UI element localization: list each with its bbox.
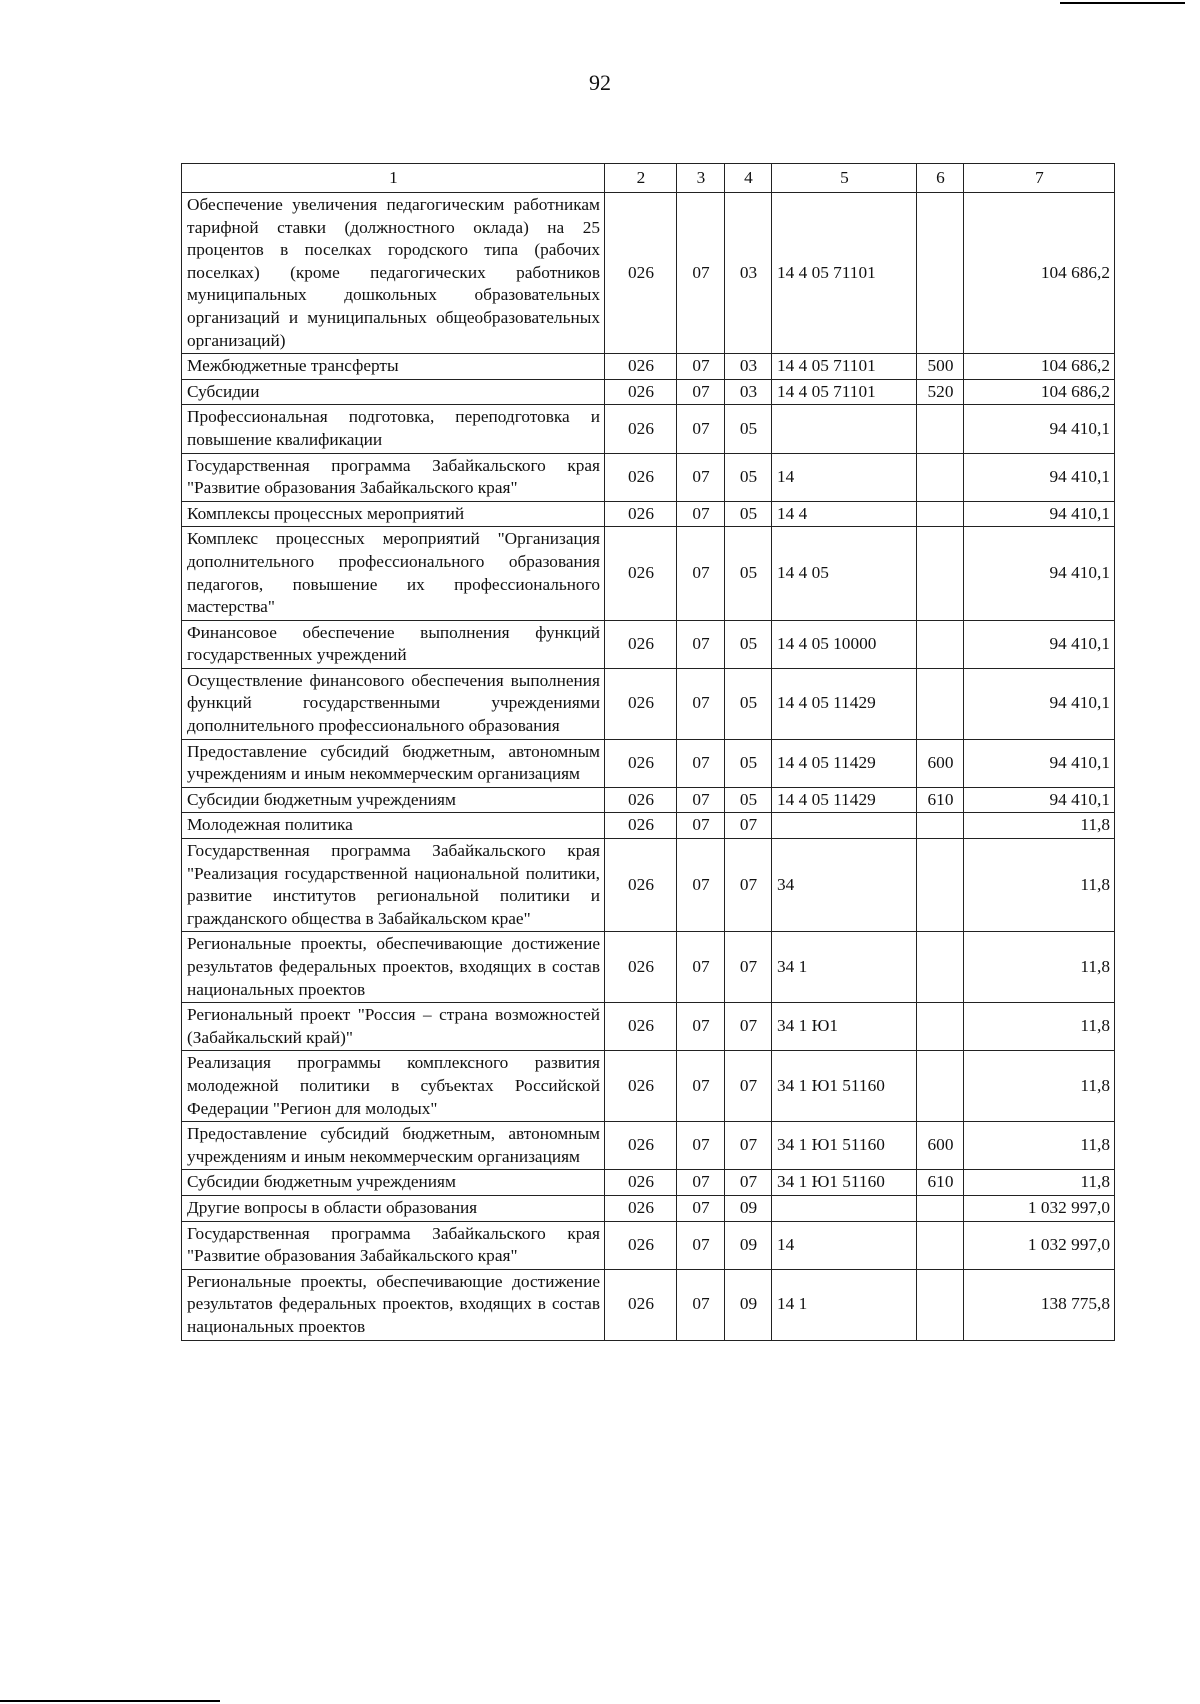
row-name-cell: Молодежная политика (182, 813, 605, 839)
subsection-code-cell: 05 (725, 739, 772, 787)
table-row (182, 453, 1115, 501)
table-row (182, 839, 1115, 932)
table-row (182, 620, 1115, 668)
target-article-cell: 14 4 05 11429 (772, 787, 917, 813)
expense-type-cell (917, 501, 964, 527)
ministry-code-cell: 026 (605, 668, 677, 739)
table-row (182, 1003, 1115, 1051)
target-article-cell: 34 1 Ю1 (772, 1003, 917, 1051)
subsection-code-cell: 09 (725, 1269, 772, 1340)
ministry-code-cell: 026 (605, 193, 677, 354)
ministry-code-cell: 026 (605, 839, 677, 932)
row-name-cell: Другие вопросы в области образования (182, 1195, 605, 1221)
column-header: 1 (182, 164, 605, 193)
section-code-cell: 07 (677, 379, 725, 405)
subsection-code-cell: 05 (725, 787, 772, 813)
amount-cell: 104 686,2 (964, 379, 1115, 405)
section-code-cell: 07 (677, 527, 725, 620)
section-code-cell: 07 (677, 193, 725, 354)
expense-type-cell (917, 1195, 964, 1221)
table-row (182, 1269, 1115, 1340)
section-code-cell: 07 (677, 839, 725, 932)
column-header: 7 (964, 164, 1115, 193)
subsection-code-cell: 07 (725, 1051, 772, 1122)
amount-cell: 138 775,8 (964, 1269, 1115, 1340)
target-article-cell (772, 813, 917, 839)
section-code-cell: 07 (677, 787, 725, 813)
table-row (182, 527, 1115, 620)
table-row (182, 501, 1115, 527)
expense-type-cell (917, 1269, 964, 1340)
row-name-cell: Государственная программа Забайкальского края "Реализация государственной национальной политики, развитие институтов региональной политики и гражданского общества в Забайкальском крае" (182, 839, 605, 932)
subsection-code-cell: 09 (725, 1221, 772, 1269)
header-row (182, 164, 1115, 193)
row-name-cell: Обеспечение увеличения педагогическим работникам тарифной ставки (должностного оклада) на 25 процентов в поселках городского типа (рабочих поселках) (кроме педагогических работников муниципальных дошкольных образовательных организаций и муниципальных общеобразовательных организаций) (182, 193, 605, 354)
expense-type-cell: 500 (917, 354, 964, 380)
amount-cell: 94 410,1 (964, 668, 1115, 739)
ministry-code-cell: 026 (605, 1170, 677, 1196)
section-code-cell: 07 (677, 453, 725, 501)
section-code-cell: 07 (677, 1003, 725, 1051)
row-name-cell: Субсидии (182, 379, 605, 405)
subsection-code-cell: 03 (725, 354, 772, 380)
amount-cell: 94 410,1 (964, 501, 1115, 527)
ministry-code-cell: 026 (605, 787, 677, 813)
table-row (182, 193, 1115, 354)
expense-type-cell: 610 (917, 787, 964, 813)
target-article-cell: 34 (772, 839, 917, 932)
table-row (182, 379, 1115, 405)
section-code-cell: 07 (677, 354, 725, 380)
amount-cell: 104 686,2 (964, 193, 1115, 354)
expense-type-cell (917, 527, 964, 620)
target-article-cell: 14 (772, 453, 917, 501)
column-header: 6 (917, 164, 964, 193)
row-name-cell: Региональные проекты, обеспечивающие достижение результатов федеральных проектов, входящих в состав национальных проектов (182, 932, 605, 1003)
row-name-cell: Субсидии бюджетным учреждениям (182, 1170, 605, 1196)
expense-type-cell: 600 (917, 1122, 964, 1170)
subsection-code-cell: 05 (725, 527, 772, 620)
section-code-cell: 07 (677, 501, 725, 527)
section-code-cell: 07 (677, 1122, 725, 1170)
subsection-code-cell: 05 (725, 668, 772, 739)
ministry-code-cell: 026 (605, 354, 677, 380)
column-header: 5 (772, 164, 917, 193)
ministry-code-cell: 026 (605, 379, 677, 405)
ministry-code-cell: 026 (605, 1269, 677, 1340)
table-row (182, 1122, 1115, 1170)
column-header: 4 (725, 164, 772, 193)
expense-type-cell (917, 813, 964, 839)
ministry-code-cell: 026 (605, 453, 677, 501)
row-name-cell: Субсидии бюджетным учреждениям (182, 787, 605, 813)
target-article-cell: 34 1 Ю1 51160 (772, 1051, 917, 1122)
subsection-code-cell: 09 (725, 1195, 772, 1221)
ministry-code-cell: 026 (605, 739, 677, 787)
subsection-code-cell: 07 (725, 839, 772, 932)
ministry-code-cell: 026 (605, 1122, 677, 1170)
target-article-cell: 14 4 05 71101 (772, 193, 917, 354)
section-code-cell: 07 (677, 1170, 725, 1196)
amount-cell: 94 410,1 (964, 739, 1115, 787)
target-article-cell: 14 4 05 10000 (772, 620, 917, 668)
expense-type-cell (917, 1221, 964, 1269)
row-name-cell: Реализация программы комплексного развития молодежной политики в субъектах Российской Федерации "Регион для молодых" (182, 1051, 605, 1122)
table-body (182, 193, 1115, 1341)
section-code-cell: 07 (677, 1195, 725, 1221)
table-header (182, 164, 1115, 193)
ministry-code-cell: 026 (605, 501, 677, 527)
target-article-cell: 34 1 (772, 932, 917, 1003)
expense-type-cell (917, 453, 964, 501)
target-article-cell: 14 4 05 71101 (772, 379, 917, 405)
row-name-cell: Региональный проект "Россия – страна возможностей (Забайкальский край)" (182, 1003, 605, 1051)
expense-type-cell (917, 1003, 964, 1051)
table-row (182, 787, 1115, 813)
subsection-code-cell: 07 (725, 813, 772, 839)
amount-cell: 94 410,1 (964, 405, 1115, 453)
ministry-code-cell: 026 (605, 620, 677, 668)
amount-cell: 1 032 997,0 (964, 1221, 1115, 1269)
target-article-cell: 14 4 (772, 501, 917, 527)
row-name-cell: Комплексы процессных мероприятий (182, 501, 605, 527)
expense-type-cell: 610 (917, 1170, 964, 1196)
amount-cell: 11,8 (964, 932, 1115, 1003)
table-row (182, 739, 1115, 787)
section-code-cell: 07 (677, 405, 725, 453)
section-code-cell: 07 (677, 668, 725, 739)
ministry-code-cell: 026 (605, 932, 677, 1003)
subsection-code-cell: 05 (725, 453, 772, 501)
target-article-cell: 14 4 05 71101 (772, 354, 917, 380)
subsection-code-cell: 07 (725, 1003, 772, 1051)
table-row (182, 1195, 1115, 1221)
amount-cell: 94 410,1 (964, 527, 1115, 620)
section-code-cell: 07 (677, 739, 725, 787)
subsection-code-cell: 03 (725, 193, 772, 354)
expense-type-cell (917, 1051, 964, 1122)
ministry-code-cell: 026 (605, 1221, 677, 1269)
subsection-code-cell: 05 (725, 501, 772, 527)
expense-type-cell (917, 193, 964, 354)
page-number: 92 (589, 70, 611, 95)
target-article-cell: 14 4 05 11429 (772, 739, 917, 787)
amount-cell: 94 410,1 (964, 787, 1115, 813)
subsection-code-cell: 05 (725, 620, 772, 668)
row-name-cell: Государственная программа Забайкальского края "Развитие образования Забайкальского края" (182, 1221, 605, 1269)
amount-cell: 104 686,2 (964, 354, 1115, 380)
subsection-code-cell: 03 (725, 379, 772, 405)
ministry-code-cell: 026 (605, 813, 677, 839)
target-article-cell: 34 1 Ю1 51160 (772, 1170, 917, 1196)
row-name-cell: Предоставление субсидий бюджетным, автономным учреждениям и иным некоммерческим организациям (182, 1122, 605, 1170)
ministry-code-cell: 026 (605, 1051, 677, 1122)
expense-type-cell: 520 (917, 379, 964, 405)
section-code-cell: 07 (677, 932, 725, 1003)
amount-cell: 11,8 (964, 1122, 1115, 1170)
column-header: 2 (605, 164, 677, 193)
table-row (182, 932, 1115, 1003)
amount-cell: 94 410,1 (964, 620, 1115, 668)
column-header: 3 (677, 164, 725, 193)
ministry-code-cell: 026 (605, 1003, 677, 1051)
table-row (182, 354, 1115, 380)
row-name-cell: Комплекс процессных мероприятий "Организация дополнительного профессионального образования педагогов, повышение их профессионального мастерства" (182, 527, 605, 620)
row-name-cell: Межбюджетные трансферты (182, 354, 605, 380)
expense-type-cell: 600 (917, 739, 964, 787)
section-code-cell: 07 (677, 620, 725, 668)
table-row (182, 668, 1115, 739)
amount-cell: 1 032 997,0 (964, 1195, 1115, 1221)
section-code-cell: 07 (677, 1051, 725, 1122)
top-right-rule (1060, 2, 1185, 4)
table-row (182, 405, 1115, 453)
row-name-cell: Предоставление субсидий бюджетным, автономным учреждениям и иным некоммерческим организациям (182, 739, 605, 787)
row-name-cell: Государственная программа Забайкальского края "Развитие образования Забайкальского края" (182, 453, 605, 501)
amount-cell: 11,8 (964, 1003, 1115, 1051)
budget-table (181, 163, 1115, 1341)
section-code-cell: 07 (677, 1269, 725, 1340)
target-article-cell: 14 1 (772, 1269, 917, 1340)
subsection-code-cell: 07 (725, 1122, 772, 1170)
bottom-left-rule (0, 1700, 220, 1702)
target-article-cell: 14 4 05 11429 (772, 668, 917, 739)
amount-cell: 11,8 (964, 813, 1115, 839)
subsection-code-cell: 07 (725, 932, 772, 1003)
row-name-cell: Осуществление финансового обеспечения выполнения функций государственными учреждениями дополнительного профессионального образования (182, 668, 605, 739)
amount-cell: 11,8 (964, 839, 1115, 932)
row-name-cell: Региональные проекты, обеспечивающие достижение результатов федеральных проектов, входящих в состав национальных проектов (182, 1269, 605, 1340)
target-article-cell: 34 1 Ю1 51160 (772, 1122, 917, 1170)
ministry-code-cell: 026 (605, 405, 677, 453)
expense-type-cell (917, 932, 964, 1003)
subsection-code-cell: 05 (725, 405, 772, 453)
amount-cell: 11,8 (964, 1170, 1115, 1196)
amount-cell: 11,8 (964, 1051, 1115, 1122)
amount-cell: 94 410,1 (964, 453, 1115, 501)
target-article-cell: 14 4 05 (772, 527, 917, 620)
subsection-code-cell: 07 (725, 1170, 772, 1196)
target-article-cell (772, 405, 917, 453)
expense-type-cell (917, 839, 964, 932)
table-row (182, 813, 1115, 839)
target-article-cell (772, 1195, 917, 1221)
expense-type-cell (917, 405, 964, 453)
table-row (182, 1221, 1115, 1269)
table-row (182, 1051, 1115, 1122)
section-code-cell: 07 (677, 1221, 725, 1269)
table-row (182, 1170, 1115, 1196)
expense-type-cell (917, 668, 964, 739)
target-article-cell: 14 (772, 1221, 917, 1269)
row-name-cell: Финансовое обеспечение выполнения функций государственных учреждений (182, 620, 605, 668)
row-name-cell: Профессиональная подготовка, переподготовка и повышение квалификации (182, 405, 605, 453)
expense-type-cell (917, 620, 964, 668)
ministry-code-cell: 026 (605, 1195, 677, 1221)
section-code-cell: 07 (677, 813, 725, 839)
ministry-code-cell: 026 (605, 527, 677, 620)
